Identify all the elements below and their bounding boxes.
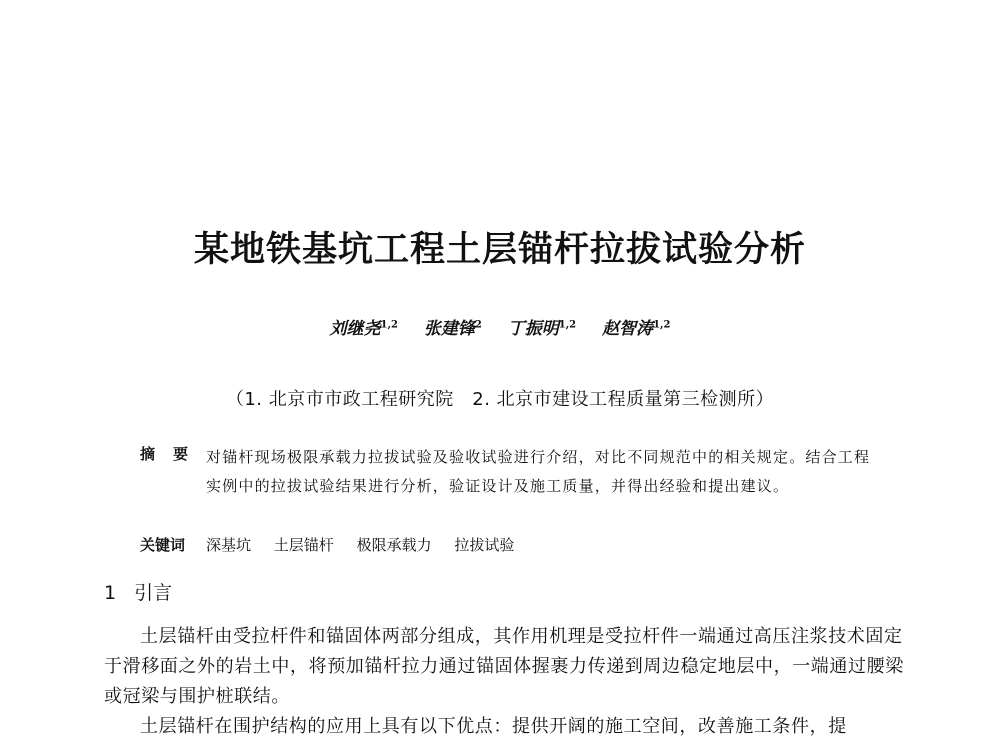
- author-affiliation-mark: 2: [474, 319, 482, 331]
- author-affiliation-mark: 1,2: [653, 319, 671, 331]
- keywords-list: [206, 534, 532, 555]
- keywords-label: 关键词: [140, 536, 186, 554]
- paragraph: 土层锚杆在围护结构的应用上具有以下优点：提供开阔的施工空间，改善施工条件，提: [140, 716, 847, 737]
- keyword: 极限承载力: [356, 536, 432, 554]
- abstract-text: 对锚杆现场极限承载力拉拔试验及验收试验进行介绍，对比不同规范中的相关规定。结合工程实例中的拉拔试验结果进行分析，验证设计及施工质量，并得出经验和提出建议。: [206, 448, 871, 495]
- keyword: 土层锚杆: [273, 536, 334, 554]
- paragraph: 土层锚杆由受拉杆件和锚固体两部分组成，其作用机理是受拉杆件一端通过高压注浆技术固定于滑移面之外的岩土中，将预加锚杆拉力通过锚固体握裹力传递到周边稳定地层中，一端通过腰梁或冠梁与围护桩联结。: [104, 626, 904, 707]
- author-name: 丁振明: [507, 319, 559, 339]
- keyword: 拉拔试验: [454, 536, 515, 554]
- abstract-label: 摘要: [140, 445, 207, 463]
- section-body: [104, 622, 910, 742]
- author-name: 张建锋: [423, 319, 475, 339]
- author: [508, 319, 576, 339]
- author-name: 刘继尧: [329, 319, 381, 339]
- author: [602, 319, 670, 339]
- author: [424, 319, 482, 339]
- section-number: 1: [104, 582, 117, 604]
- section-heading: [104, 578, 172, 605]
- section-title: 引言: [134, 582, 173, 604]
- author-affiliation-mark: 1,2: [380, 319, 398, 331]
- author-name: 赵智涛: [602, 319, 654, 339]
- author: [330, 319, 398, 339]
- author-list: [0, 314, 1000, 339]
- keyword: 深基坑: [206, 536, 252, 554]
- paper-title: 某地铁基坑工程土层锚杆拉拔试验分析: [193, 230, 806, 270]
- affiliation: （1. 北京市市政工程研究院 2. 北京市建设工程质量第三检测所）: [225, 389, 775, 410]
- author-affiliation-mark: 1,2: [558, 319, 577, 331]
